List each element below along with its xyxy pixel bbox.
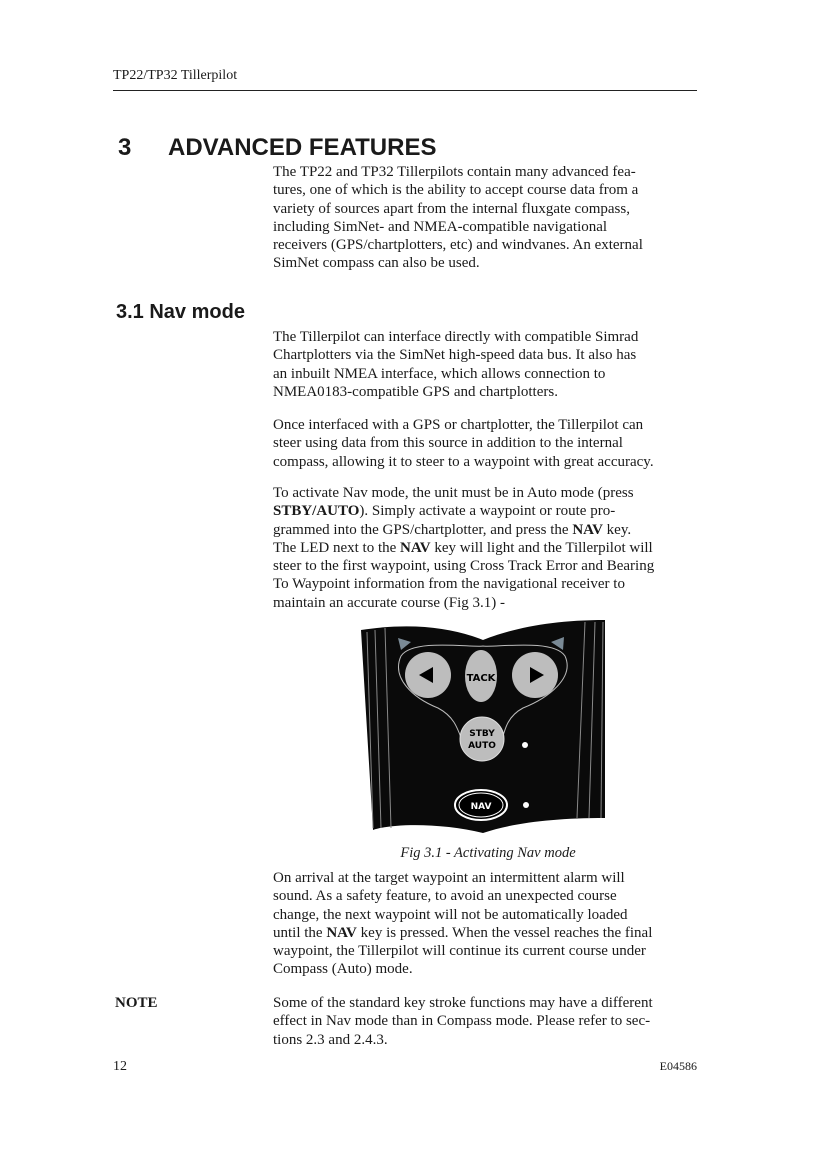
text-segment: To Waypoint information from the navigational receiver to [273,576,625,593]
text-segment: steer using data from this source in addition to the internal [273,435,623,452]
text-segment: The Tillerpilot can interface directly with compatible Simrad [273,329,639,345]
text-line [273,960,703,978]
text-line [273,539,703,557]
text-segment: compass, allowing it to steer to a waypoint with great accuracy. [273,453,654,470]
text-line [273,594,703,612]
bold-key-name: NAV [326,924,357,941]
note-text [273,994,703,1049]
text-segment: receivers (GPS/chartplotters, etc) and windvanes. An external [273,237,643,254]
text-line [273,181,703,199]
text-segment: Compass (Auto) mode. [273,961,413,978]
text-line [273,365,703,383]
text-segment: steer to the first waypoint, using Cross Track Error and Bearing [273,558,655,575]
text-line [273,1031,703,1049]
text-line [273,453,703,471]
page-number: 12 [113,1059,127,1074]
text-segment: key. [602,521,632,538]
text-line [273,887,703,905]
paragraph-arrival [273,869,703,979]
document-code: E04586 [659,1059,697,1073]
text-segment: NMEA0183-compatible GPS and chartplotters. [273,383,558,400]
nav-key-label: NAV [470,802,492,812]
text-segment: ). Simply activate a waypoint or route pro- [359,503,616,520]
text-segment: effect in Nav mode than in Compass mode. Please refer to sec- [273,1013,651,1030]
chapter-title: ADVANCED FEATURES [168,134,437,161]
paragraph-steering [273,416,703,471]
text-segment: an inbuilt NMEA interface, which allows connection to [273,365,606,382]
text-line [273,218,703,236]
text-line [273,200,703,218]
text-line [273,383,703,401]
text-segment: tures, one of which is the ability to accept course data from a [273,182,639,199]
text-segment: The TP22 and TP32 Tillerpilots contain many advanced fea- [273,164,636,180]
tack-key[interactable] [465,650,497,702]
text-line [273,484,703,502]
text-segment: Once interfaced with a GPS or chartplotter, the Tillerpilot can [273,417,644,433]
text-line [273,557,703,575]
text-segment: change, the next waypoint will not be automatically loaded [273,906,628,923]
bold-key-name: STBY/AUTO [273,503,360,520]
text-line [273,924,703,942]
text-segment: including SimNet- and NMEA-compatible navigational [273,218,608,235]
text-segment: Chartplotters via the SimNet high-speed data bus. It also has [273,347,637,364]
text-segment: grammed into the GPS/chartplotter, and press the [273,521,573,538]
text-line [273,1012,703,1030]
text-line [273,328,703,346]
text-segment: To activate Nav mode, the unit must be in Auto mode (press [273,485,634,501]
chapter-number: 3 [118,134,132,161]
text-line [273,254,703,272]
nav-led [523,802,529,808]
bold-key-name: NAV [572,521,603,538]
text-line [273,346,703,364]
text-line [273,869,703,887]
text-line [273,906,703,924]
auto-label: AUTO [468,741,496,751]
text-segment: maintain an accurate course (Fig 3.1) - [273,594,505,611]
header-rule [113,90,697,91]
text-line [273,994,703,1012]
stby-label: STBY [469,729,495,739]
figure-caption: Fig 3.1 - Activating Nav mode [400,845,576,861]
running-header: TP22/TP32 Tillerpilot [113,68,238,83]
auto-led [522,742,528,748]
note-label: NOTE [115,995,158,1011]
tack-key-label: TACK [466,673,496,684]
intro-paragraph [273,163,703,273]
text-line [273,434,703,452]
text-line [273,416,703,434]
figure-keypad [353,618,609,838]
paragraph-activate [273,484,703,612]
text-segment: tions 2.3 and 2.4.3. [273,1031,388,1048]
text-segment: The LED next to the [273,539,401,556]
text-segment: On arrival at the target waypoint an intermittent alarm will [273,870,625,886]
text-line [273,236,703,254]
port-key[interactable] [405,652,451,698]
section-title: 3.1 Nav mode [116,301,245,323]
text-segment: SimNet compass can also be used. [273,255,480,272]
text-line [273,163,703,181]
paragraph-interface [273,328,703,401]
text-line [273,502,703,520]
text-segment: waypoint, the Tillerpilot will continue its current course under [273,943,646,960]
stby-auto-key[interactable] [460,717,504,761]
text-line [273,942,703,960]
text-segment: sound. As a safety feature, to avoid an unexpected course [273,888,617,905]
bold-key-name: NAV [400,539,431,556]
nav-key[interactable] [455,790,507,820]
text-segment: until the [273,924,327,941]
text-segment: Some of the standard key stroke functions may have a different [273,995,653,1011]
text-line [273,521,703,539]
starboard-key[interactable] [512,652,558,698]
text-segment: key will light and the Tillerpilot will [430,539,653,556]
text-segment: variety of sources apart from the internal fluxgate compass, [273,200,630,217]
text-line [273,575,703,593]
text-segment: key is pressed. When the vessel reaches the final [356,924,653,941]
